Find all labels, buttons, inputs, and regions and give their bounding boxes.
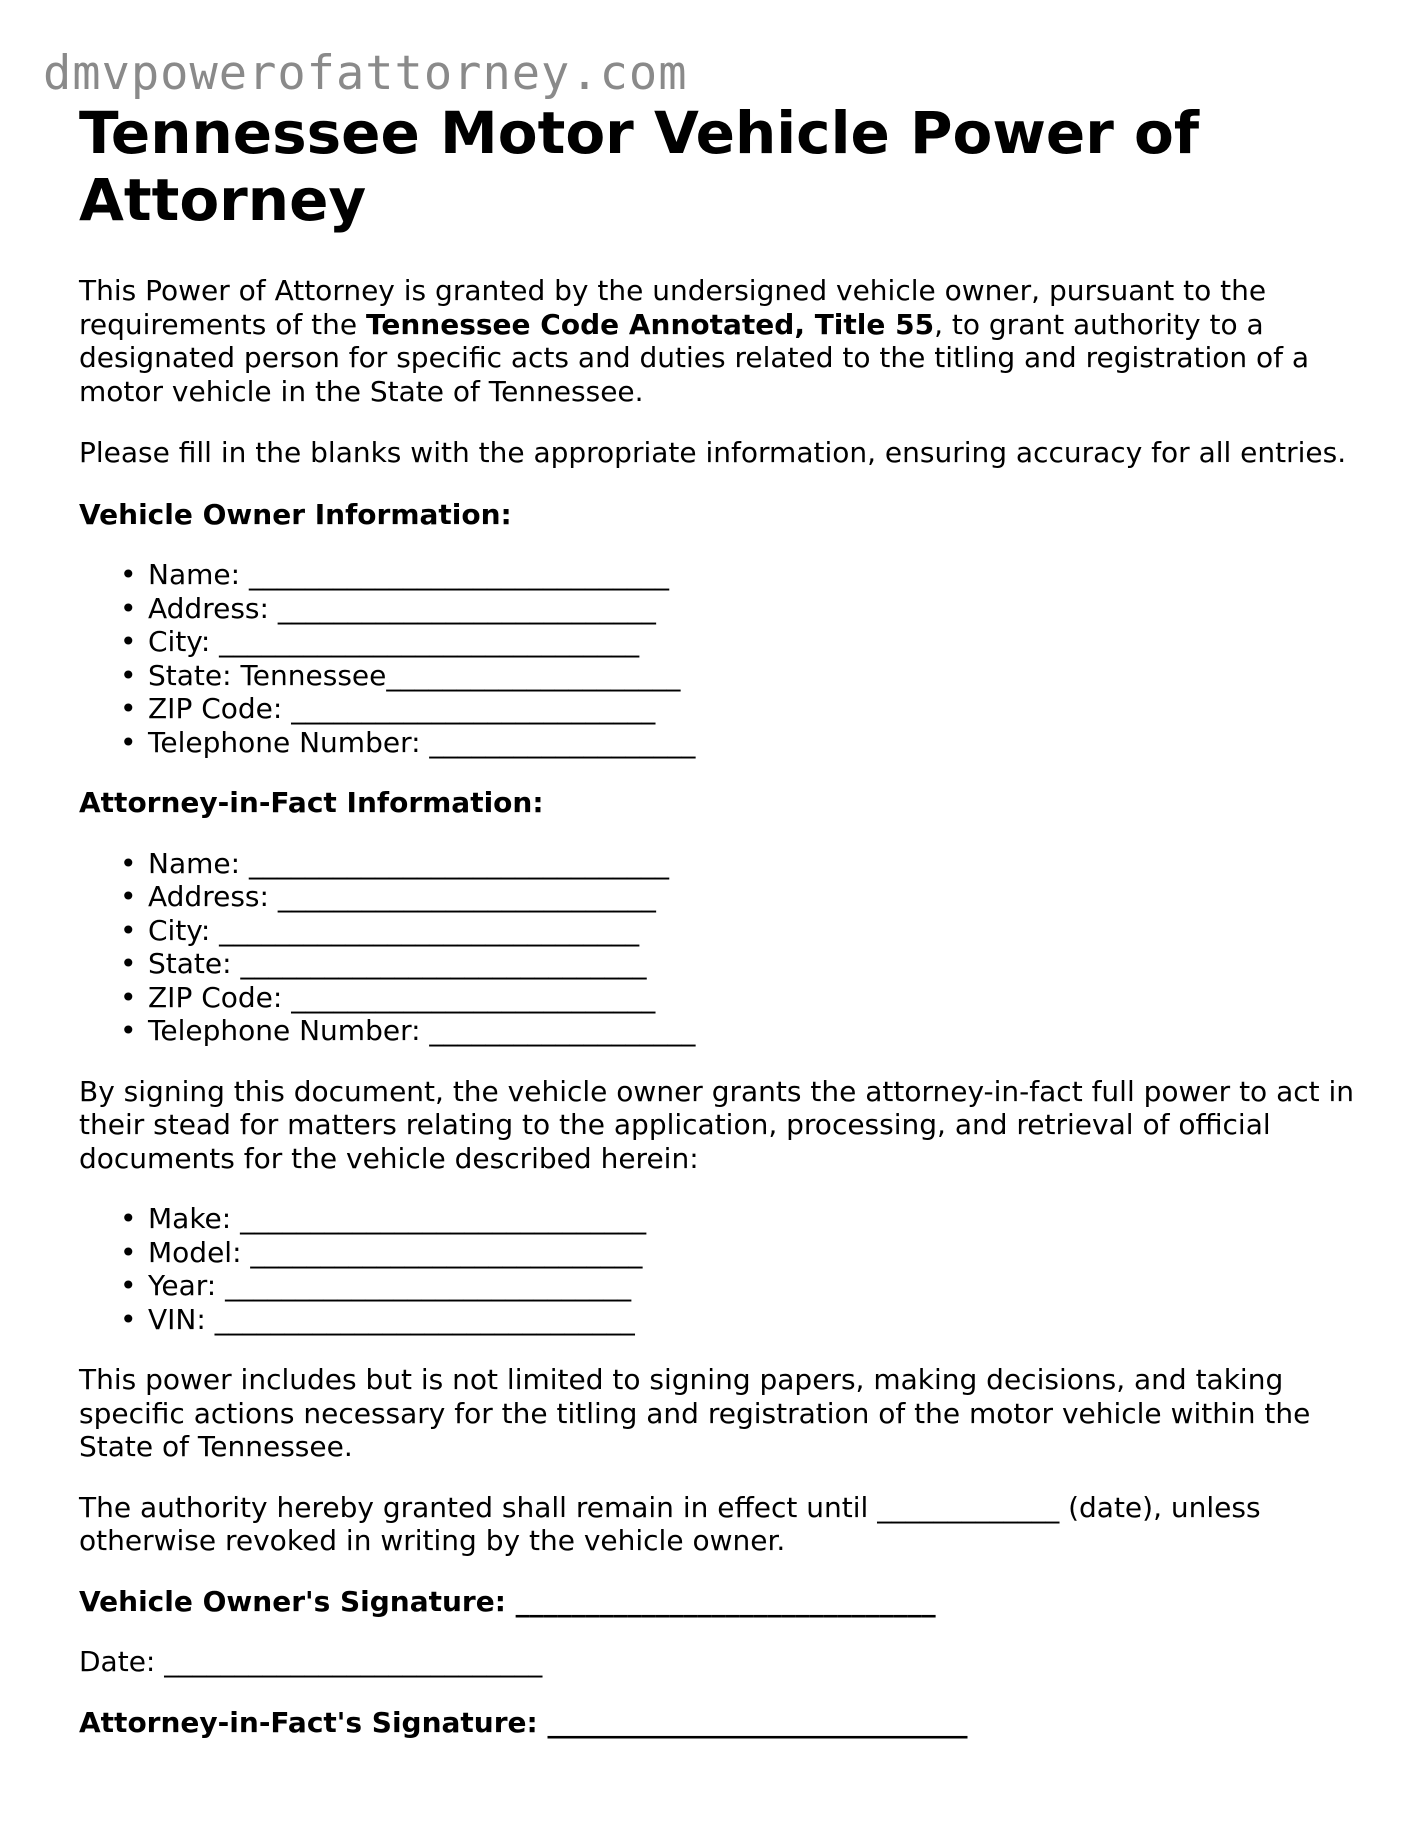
duration-paragraph: The authority hereby granted shall remain in effect until _____________ (date), unless otherwise revoked in writing by the vehicle owner. <box>79 1490 1261 1557</box>
intro-statute-reference: Tennessee Code Annotated, Title 55 <box>366 307 935 341</box>
vehicle-vin-field[interactable]: • VIN: ______________________________ <box>148 1303 1369 1337</box>
document-page <box>79 100 1369 1739</box>
fill-instruction: Please fill in the blanks with the appropriate information, ensuring accuracy for all entries. <box>79 436 1347 469</box>
intro-text-start: This Power of Attorney is granted by the undersigned vehicle owner, pursuant to the requirements of the <box>79 274 1267 341</box>
intro-paragraph <box>79 274 1369 408</box>
attorney-name-field[interactable]: • Name: ______________________________ <box>148 847 1369 881</box>
attorney-telephone-field[interactable]: • Telephone Number: ___________________ <box>148 1014 1369 1048</box>
date-line[interactable]: Date: ___________________________ <box>79 1645 543 1678</box>
attorney-section-heading: Attorney-in-Fact Information: <box>79 786 544 819</box>
owner-name-field[interactable]: • Name: ______________________________ <box>148 558 1369 592</box>
attorney-zip-field[interactable]: • ZIP Code: __________________________ <box>148 981 1369 1015</box>
attorney-field-list <box>79 847 1369 1048</box>
intro-text-end: , to grant authority to a designated person for specific acts and duties related to the titling and registration of a motor vehicle in the State of Tennessee. <box>79 307 1310 408</box>
watermark-text: dmvpowerofattorney.com <box>43 46 688 101</box>
attorney-address-field[interactable]: • Address: ___________________________ <box>148 880 1369 914</box>
owner-state-field[interactable]: • State: Tennessee_____________________ <box>148 659 1369 693</box>
owner-field-list <box>79 558 1369 759</box>
owner-section-heading: Vehicle Owner Information: <box>79 497 512 531</box>
vehicle-field-list <box>79 1202 1369 1336</box>
document-title: Tennessee Motor Vehicle Power of Attorney <box>79 99 1200 234</box>
attorney-signature-line[interactable]: Attorney-in-Fact's Signature: ______________________________ <box>79 1705 968 1739</box>
attorney-state-field[interactable]: • State: _____________________________ <box>148 947 1369 981</box>
power-paragraph: This power includes but is not limited to signing papers, making decisions, and taking specific actions necessary for the titling and registration of the motor vehicle within the State of Tennessee. <box>79 1363 1311 1463</box>
grant-paragraph: By signing this document, the vehicle owner grants the attorney-in-fact full power to act in their stead for matters relating to the application, processing, and retrieval of official documents for the vehicle described herein: <box>79 1074 1355 1175</box>
attorney-city-field[interactable]: • City: ______________________________ <box>148 914 1369 948</box>
owner-address-field[interactable]: • Address: ___________________________ <box>148 592 1369 626</box>
vehicle-year-field[interactable]: • Year: _____________________________ <box>148 1269 1369 1303</box>
vehicle-make-field[interactable]: • Make: _____________________________ <box>148 1202 1369 1236</box>
vehicle-model-field[interactable]: • Model: ____________________________ <box>148 1236 1369 1270</box>
owner-telephone-field[interactable]: • Telephone Number: ___________________ <box>148 726 1369 760</box>
owner-zip-field[interactable]: • ZIP Code: __________________________ <box>148 692 1369 726</box>
owner-city-field[interactable]: • City: ______________________________ <box>148 625 1369 659</box>
owner-signature-line[interactable]: Vehicle Owner's Signature: ______________________________ <box>79 1584 936 1618</box>
